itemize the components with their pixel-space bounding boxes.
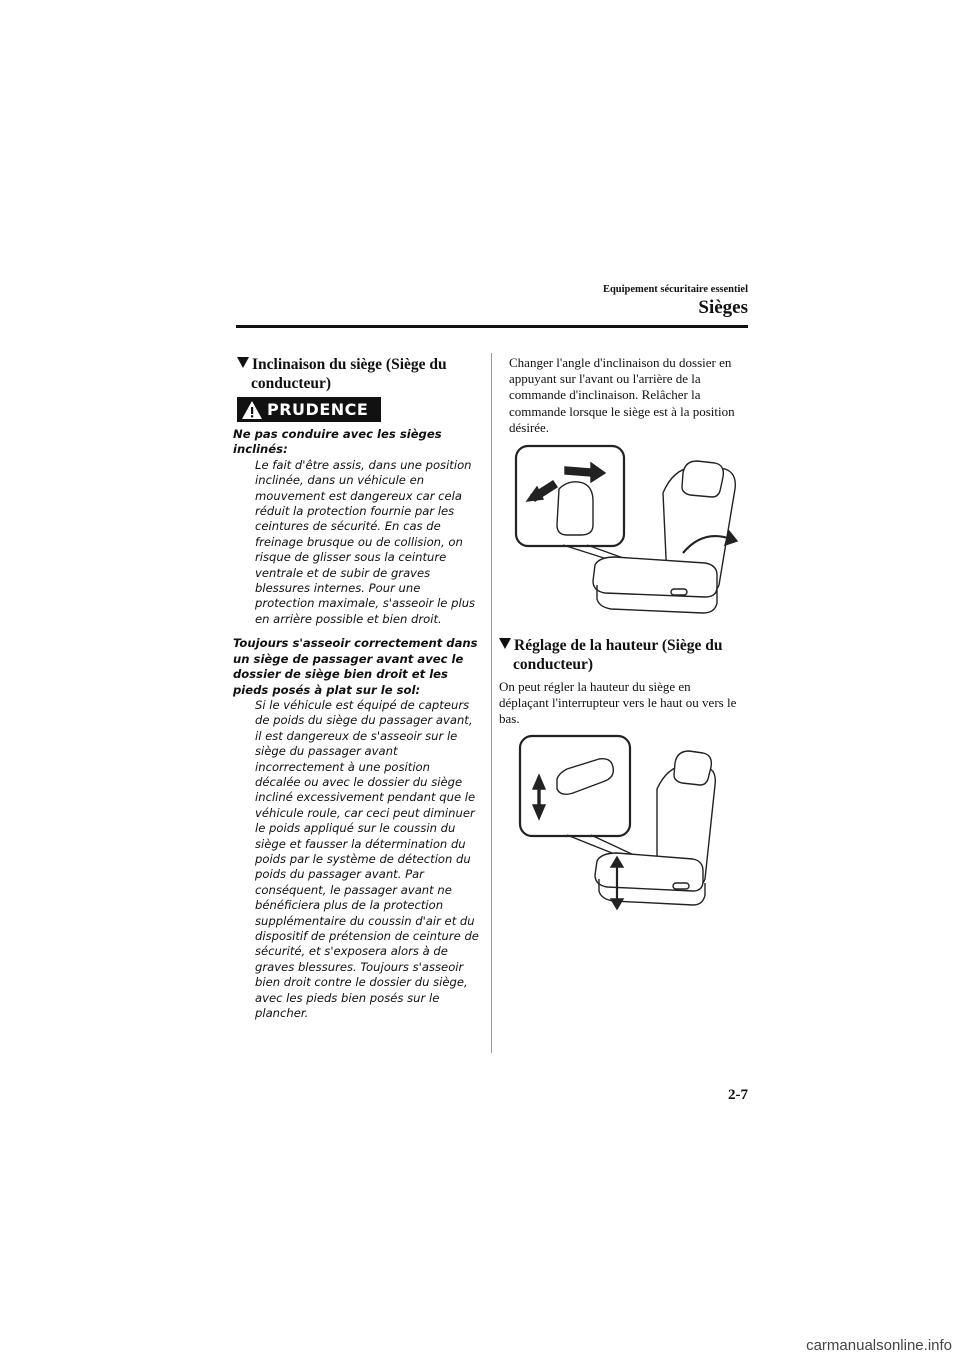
height-heading: [499, 636, 763, 674]
height-illustration: [517, 733, 723, 913]
caution-badge: [237, 397, 381, 422]
column-divider: [491, 353, 492, 1053]
height-instructions: On peut régler la hauteur du siège en déplaçant l'interrupteur vers le haut ou vers le bas.: [499, 679, 737, 727]
watermark: carmanualsonline.info: [806, 1337, 952, 1354]
caution-body: Le fait d'être assis, dans une position inclinée, dans un véhicule en mouvement est dangereux car cela réduit la protection fournie par les ceintures de sécurité. En cas de freinage brusque ou de collision, on risque de glisser sous la ceinture ventrale et de subir de graves blessures internes. Pour une protection maximale, s'asseoir le plus en arrière possible et bien droit.: [255, 457, 476, 626]
recline-heading-text: Inclinaison du siège (Siège du conducteur): [251, 356, 447, 392]
caution-block: [233, 427, 479, 627]
triangle-down-icon: [499, 638, 511, 649]
caution-block: [233, 636, 479, 1021]
warning-triangle-icon: [237, 397, 267, 422]
header-section: Equipement sécuritaire essentiel: [602, 284, 748, 295]
caution-lead: Ne pas conduire avec les sièges inclinés:: [233, 427, 442, 457]
height-heading-text: Réglage de la hauteur (Siège du conducteur): [513, 637, 723, 673]
caution-body: Si le véhicule est équipé de capteurs de poids du siège du passager avant, il est dangereux de s'asseoir sur le siège du passager avant incorrectement à une position décalée ou avec le dossier du siège incliné excessivement pendant que le véhicule roule, car ceci peut diminuer le poids appliqué sur le coussin du siège et fausser la détermination du poids par le système de détection du poids du passager avant. Par conséquent, le passager avant ne bénéficiera plus de la protection supplémentaire du coussin d'air et du dispositif de prétension de ceinture de sécurité, et s'exposera alors à de graves blessures. Toujours s'asseoir bien droit contre le dossier du siège, avec les pieds bien posés sur le plancher.: [255, 697, 479, 1021]
caution-label: PRUDENCE: [267, 400, 369, 419]
recline-heading: [237, 355, 491, 393]
triangle-down-icon: [237, 357, 249, 368]
recline-instructions: Changer l'angle d'inclinaison du dossier en appuyant sur l'avant ou l'arrière de la commande d'inclinaison. Relâcher la commande lorsque le siège est à la position désirée.: [509, 355, 735, 435]
header-title: Sièges: [698, 297, 748, 318]
header-rule: [236, 325, 748, 328]
caution-lead: Toujours s'asseoir correctement dans un siège de passager avant avec le dossier de siège bien droit et les pieds posés à plat sur le sol:: [233, 636, 478, 697]
recline-illustration: [513, 443, 749, 618]
page-number: 2-7: [728, 1087, 748, 1103]
caution-text: [233, 427, 479, 1030]
